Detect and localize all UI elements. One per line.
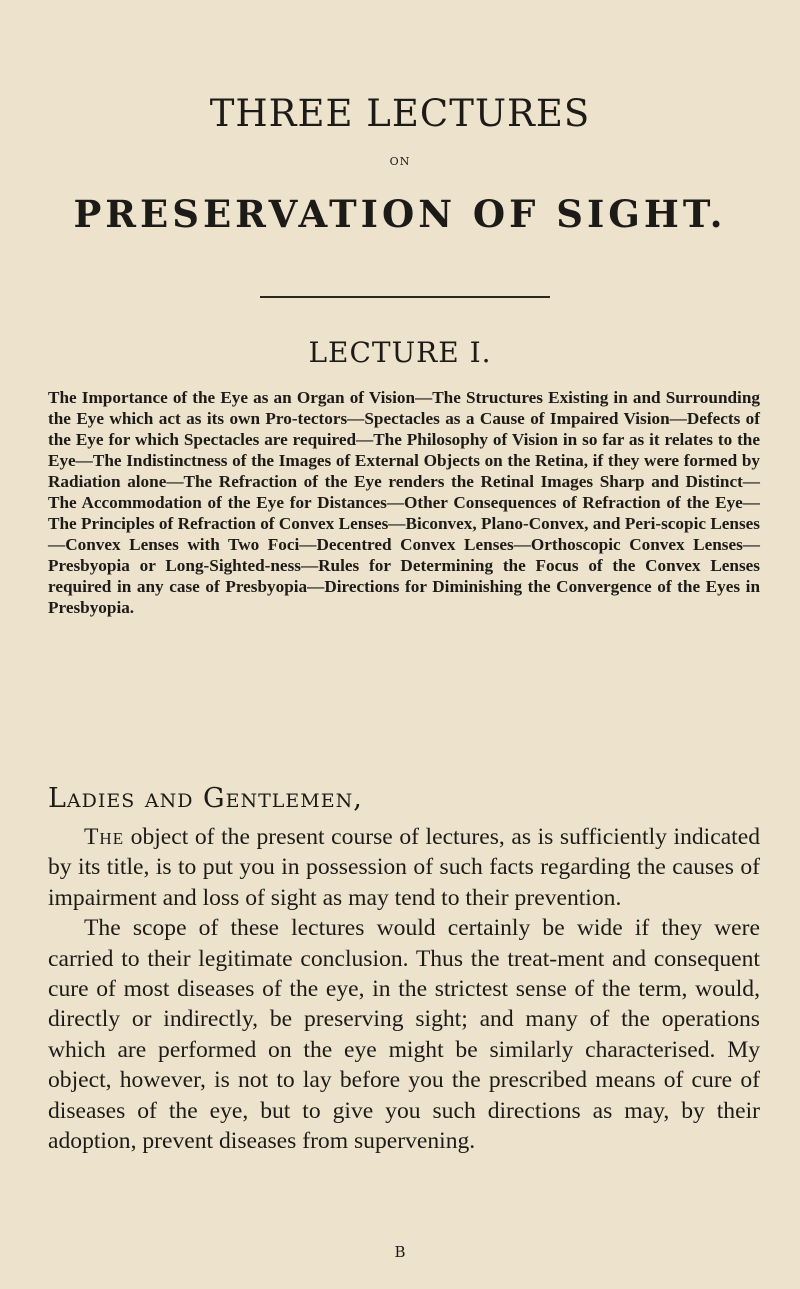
salutation: Ladies and Gentlemen, [48,783,363,814]
paragraph-1 [48,822,760,913]
divider-rule [260,296,550,298]
paragraph-1-text: object of the present course of lectures, as is sufficiently indicated by its title, is to put you in possession of such facts regarding the causes of impairment and loss of sight as may tend to their prevention. [48,824,760,911]
book-subtitle: PRESERVATION OF SIGHT. [73,192,727,236]
book-title: THREE LECTURES [209,92,591,135]
lecture-synopsis: The Importance of the Eye as an Organ of Vision—The Structures Existing in and Surrounding the Eye which act as its own Pro-tectors—Spectacles as a Cause of Impaired Vision—Defects of the Eye for which Spectacles are required—The Philosophy of Vision in so far as it relates to the Eye—The Indistinctness of the Images of External Objects on the Retina, if they were formed by Radiation alone—The Refraction of the Eye renders the Retinal Images Sharp and Distinct—The Accommodation of the Eye for Distances—Other Consequences of Refraction of the Eye—The Principles of Refraction of Convex Lenses—Biconvex, Plano-Convex, and Peri-scopic Lenses—Convex Lenses with Two Foci—Decentred Convex Lenses—Orthoscopic Convex Lenses—Presbyopia or Long-Sighted-ness—Rules for Determining the Focus of the Convex Lenses required in any case of Presbyopia—Directions for Diminishing the Convergence of the Eyes in Presbyopia. [48,388,760,617]
lecture-heading: LECTURE I. [308,336,492,369]
body-text [48,822,760,1156]
title-connector: ON [389,155,411,168]
paragraph-1-lead: The [84,824,125,850]
paragraph-2: The scope of these lectures would certainly be wide if they were carried to their legitimate conclusion. Thus the treat-ment and consequent cure of most diseases of the eye, in the strictest sense of the term, would, directly or indirectly, be preserving sight; and many of the operations which are performed on the eye might be similarly characterised. My object, however, is not to lay before you the prescribed means of cure of diseases of the eye, but to give you such directions as may, by their adoption, prevent diseases from supervening. [48,915,760,1155]
signature-mark: B [394,1243,406,1261]
